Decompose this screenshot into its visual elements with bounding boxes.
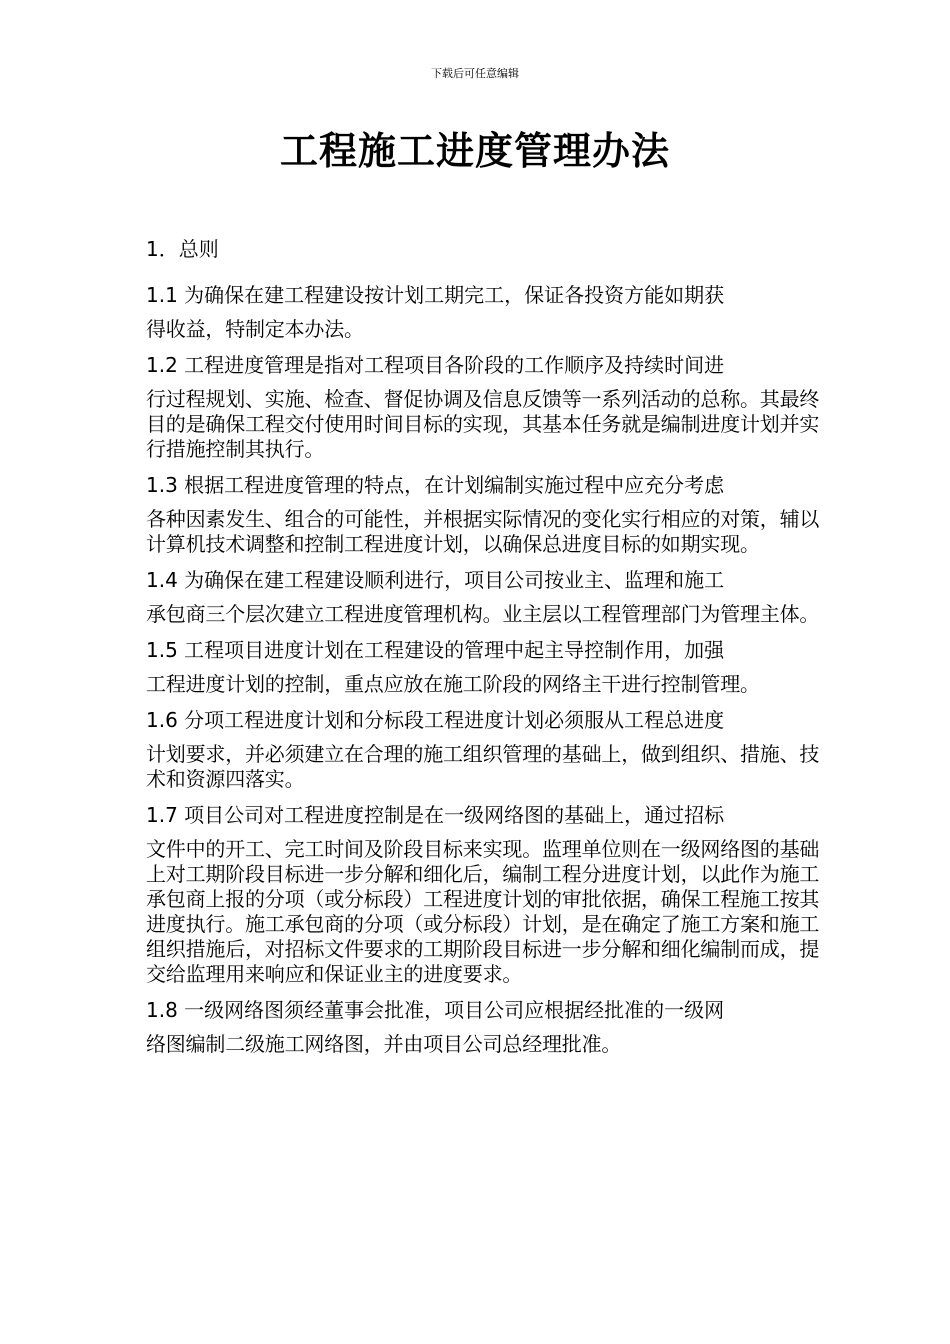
clause-first-line: 工程进度管理是指对工程项目各阶段的工作顺序及持续时间进: [184, 353, 725, 377]
clause-1-7: [146, 798, 826, 987]
clause-number: 1.3: [146, 473, 178, 497]
clause-text: 计划要求，并必须建立在合理的施工组织管理的基础上，做到组织、措施、技术和资源四落实。: [146, 742, 820, 791]
document-title: 工程施工进度管理办法: [279, 129, 670, 173]
clause-1-1: [146, 278, 826, 342]
clause-number: 1.6: [146, 708, 178, 732]
clause-first-line: 为确保在建工程建设顺利进行，项目公司按业主、监理和施工: [184, 568, 725, 592]
clause-text: 工程进度计划的控制，重点应放在施工阶段的网络主干进行控制管理。: [146, 672, 760, 696]
section-heading: 1．总则: [146, 237, 219, 261]
page-header-note: 下载后可任意编辑: [431, 67, 519, 80]
clause-first-line: 项目公司对工程进度控制是在一级网络图的基础上，通过招标: [184, 803, 725, 827]
clause-first-line: 工程项目进度计划在工程建设的管理中起主导控制作用，加强: [184, 638, 725, 662]
section-title: 总则: [178, 237, 219, 261]
clause-text: 各种因素发生、组合的可能性，并根据实际情况的变化实行相应的对策，辅以计算机技术调整和控制工程进度计划，以确保总进度目标的如期实现。: [146, 507, 820, 556]
clause-number: 1.2: [146, 353, 178, 377]
clause-first-line: 一级网络图须经董事会批准，项目公司应根据经批准的一级网: [184, 998, 725, 1022]
clause-first-line: 分项工程进度计划和分标段工程进度计划必须服从工程总进度: [184, 708, 725, 732]
clause-1-2: [146, 348, 826, 462]
clause-text: 承包商三个层次建立工程进度管理机构。业主层以工程管理部门为管理主体。: [146, 602, 820, 626]
document-body: [146, 232, 826, 1063]
clause-1-3: [146, 468, 826, 557]
clause-text: 文件中的开工、完工时间及阶段目标来实现。监理单位则在一级网络图的基础上对工期阶段目标进一步分解和细化后，编制工程分进度计划，以此作为施工承包商上报的分项（或分标段）工程进度计划的审批依据，确保工程施工按其进度执行。施工承包商的分项（或分标段）计划，是在确定了施工方案和施工组织措施后，对招标文件要求的工期阶段目标进一步分解和细化编制而成，提交给监理用来响应和保证业主的进度要求。: [146, 837, 820, 986]
clause-number: 1.8: [146, 998, 178, 1022]
clause-text: 得收益，特制定本办法。: [146, 317, 364, 341]
clause-1-8: [146, 993, 826, 1057]
section-number: 1: [146, 237, 159, 261]
clause-number: 1.7: [146, 803, 178, 827]
clause-first-line: 为确保在建工程建设按计划工期完工，保证各投资方能如期获: [184, 283, 725, 307]
clause-1-5: [146, 633, 826, 697]
clause-first-line: 根据工程进度管理的特点，在计划编制实施过程中应充分考虑: [184, 473, 725, 497]
clause-number: 1.1: [146, 283, 178, 307]
clause-1-6: [146, 703, 826, 792]
clause-text: 行过程规划、实施、检查、督促协调及信息反馈等一系列活动的总称。其最终目的是确保工程交付使用时间目标的实现，其基本任务就是编制进度计划并实行措施控制其执行。: [146, 387, 820, 461]
clause-text: 络图编制二级施工网络图，并由项目公司总经理批准。: [146, 1032, 622, 1056]
clause-number: 1.5: [146, 638, 178, 662]
clause-number: 1.4: [146, 568, 178, 592]
clause-1-4: [146, 563, 826, 627]
